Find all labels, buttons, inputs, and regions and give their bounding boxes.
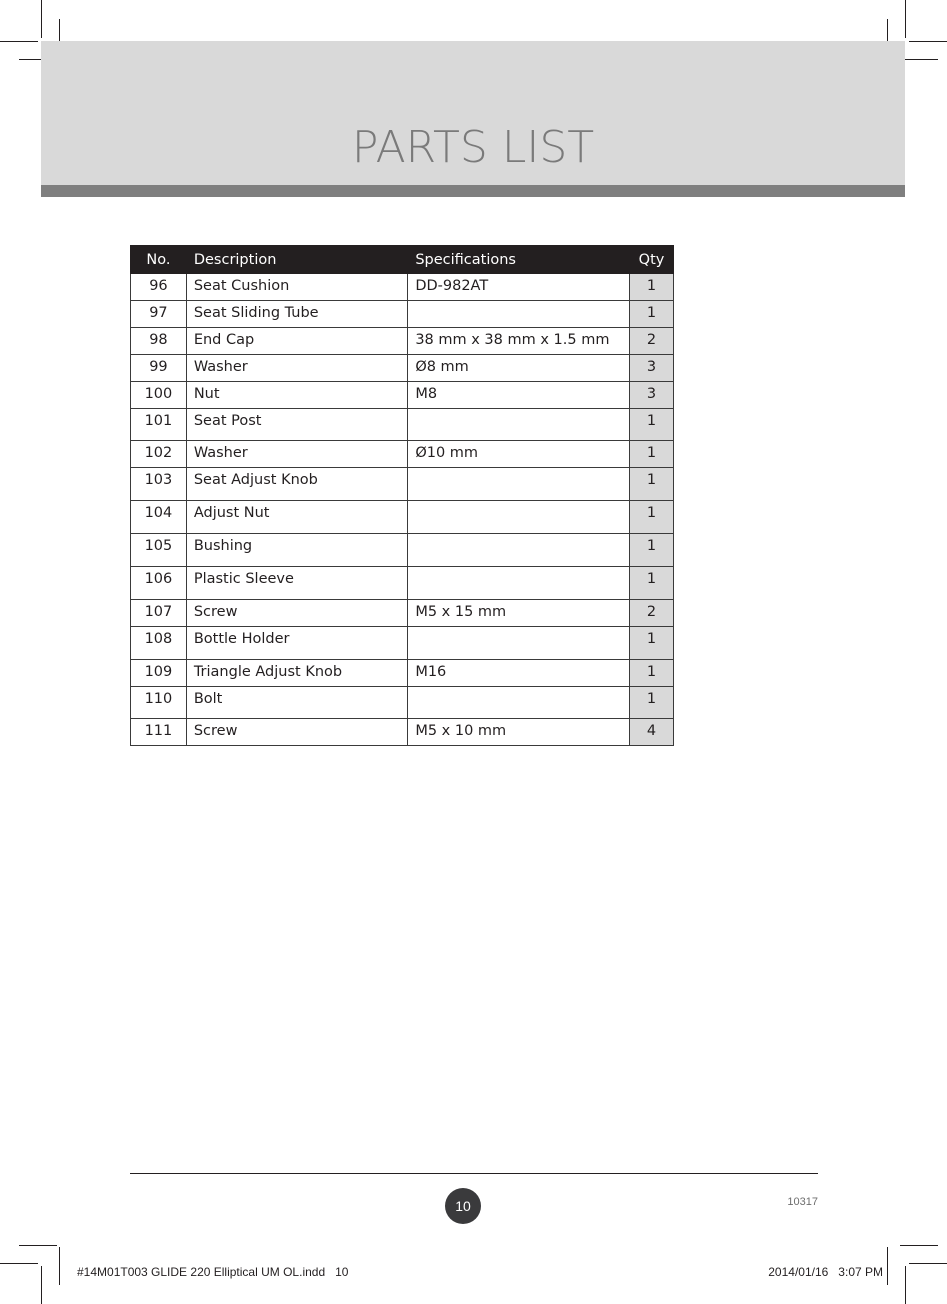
cell-no: 103 bbox=[131, 468, 187, 501]
cell-qty: 1 bbox=[630, 687, 674, 719]
cell-qty: 1 bbox=[630, 468, 674, 501]
document-code: 10317 bbox=[787, 1196, 818, 1208]
header-description: Description bbox=[186, 246, 407, 274]
cell-no: 98 bbox=[131, 328, 187, 355]
table-row bbox=[131, 468, 674, 501]
cell-no: 109 bbox=[131, 660, 187, 687]
cell-no: 96 bbox=[131, 274, 187, 301]
cell-qty: 1 bbox=[630, 441, 674, 468]
cell-specification bbox=[408, 534, 630, 567]
page-number-badge: 10 bbox=[445, 1188, 481, 1224]
cell-specification: DD-982AT bbox=[408, 274, 630, 301]
crop-mark bbox=[905, 1266, 906, 1304]
cell-no: 99 bbox=[131, 355, 187, 382]
cell-specification: Ø8 mm bbox=[408, 355, 630, 382]
cell-description: Bottle Holder bbox=[186, 627, 407, 660]
cell-description: Adjust Nut bbox=[186, 501, 407, 534]
cell-qty: 2 bbox=[630, 600, 674, 627]
header-specifications: Specifications bbox=[408, 246, 630, 274]
cell-specification: M5 x 10 mm bbox=[408, 719, 630, 746]
cell-description: Seat Adjust Knob bbox=[186, 468, 407, 501]
crop-mark bbox=[909, 1263, 947, 1264]
crop-mark bbox=[900, 59, 938, 60]
table-row bbox=[131, 719, 674, 746]
crop-mark bbox=[905, 0, 906, 38]
crop-mark bbox=[900, 1245, 938, 1246]
cell-specification bbox=[408, 501, 630, 534]
header-no: No. bbox=[131, 246, 187, 274]
crop-mark bbox=[0, 41, 38, 42]
table-row bbox=[131, 687, 674, 719]
cell-specification: 38 mm x 38 mm x 1.5 mm bbox=[408, 328, 630, 355]
table-row bbox=[131, 660, 674, 687]
cell-description: Bolt bbox=[186, 687, 407, 719]
cell-qty: 1 bbox=[630, 660, 674, 687]
cell-no: 97 bbox=[131, 301, 187, 328]
cell-no: 108 bbox=[131, 627, 187, 660]
cell-description: Seat Post bbox=[186, 409, 407, 441]
cell-description: Bushing bbox=[186, 534, 407, 567]
table-row bbox=[131, 328, 674, 355]
cell-qty: 1 bbox=[630, 501, 674, 534]
cell-qty: 1 bbox=[630, 274, 674, 301]
header-bar bbox=[41, 185, 905, 197]
table-row bbox=[131, 627, 674, 660]
cell-qty: 2 bbox=[630, 328, 674, 355]
table-row bbox=[131, 441, 674, 468]
cell-no: 111 bbox=[131, 719, 187, 746]
cell-description: Washer bbox=[186, 441, 407, 468]
page-title: PARTS LIST bbox=[351, 122, 595, 173]
table-row bbox=[131, 534, 674, 567]
cell-qty: 1 bbox=[630, 567, 674, 600]
table-header-row bbox=[131, 246, 674, 274]
cell-description: Seat Cushion bbox=[186, 274, 407, 301]
slug-date: 2014/01/16 3:07 PM bbox=[768, 1265, 883, 1279]
cell-description: Triangle Adjust Knob bbox=[186, 660, 407, 687]
table-row bbox=[131, 409, 674, 441]
crop-mark bbox=[887, 1247, 888, 1285]
cell-specification: M16 bbox=[408, 660, 630, 687]
cell-specification bbox=[408, 627, 630, 660]
cell-no: 102 bbox=[131, 441, 187, 468]
cell-specification: M8 bbox=[408, 382, 630, 409]
cell-description: Seat Sliding Tube bbox=[186, 301, 407, 328]
header-qty: Qty bbox=[630, 246, 674, 274]
cell-qty: 1 bbox=[630, 409, 674, 441]
table-row bbox=[131, 382, 674, 409]
cell-description: Nut bbox=[186, 382, 407, 409]
cell-specification bbox=[408, 468, 630, 501]
cell-description: End Cap bbox=[186, 328, 407, 355]
cell-no: 101 bbox=[131, 409, 187, 441]
cell-description: Washer bbox=[186, 355, 407, 382]
cell-no: 107 bbox=[131, 600, 187, 627]
cell-specification bbox=[408, 567, 630, 600]
cell-specification bbox=[408, 409, 630, 441]
parts-table-body bbox=[131, 274, 674, 746]
cell-no: 104 bbox=[131, 501, 187, 534]
crop-mark bbox=[0, 1263, 38, 1264]
table-row bbox=[131, 355, 674, 382]
cell-specification: Ø10 mm bbox=[408, 441, 630, 468]
table-row bbox=[131, 501, 674, 534]
cell-specification bbox=[408, 687, 630, 719]
cell-qty: 1 bbox=[630, 534, 674, 567]
slug-filename: #14M01T003 GLIDE 220 Elliptical UM OL.indd 10 bbox=[77, 1265, 349, 1279]
cell-qty: 1 bbox=[630, 301, 674, 328]
cell-description: Screw bbox=[186, 719, 407, 746]
cell-description: Screw bbox=[186, 600, 407, 627]
cell-no: 105 bbox=[131, 534, 187, 567]
parts-table bbox=[130, 245, 674, 746]
crop-mark bbox=[41, 1266, 42, 1304]
cell-qty: 3 bbox=[630, 382, 674, 409]
cell-description: Plastic Sleeve bbox=[186, 567, 407, 600]
cell-qty: 1 bbox=[630, 627, 674, 660]
cell-qty: 4 bbox=[630, 719, 674, 746]
table-row bbox=[131, 600, 674, 627]
cell-no: 106 bbox=[131, 567, 187, 600]
cell-qty: 3 bbox=[630, 355, 674, 382]
table-row bbox=[131, 274, 674, 301]
footer-rule bbox=[130, 1173, 818, 1174]
table-row bbox=[131, 567, 674, 600]
crop-mark bbox=[59, 1247, 60, 1285]
cell-no: 110 bbox=[131, 687, 187, 719]
crop-mark bbox=[41, 0, 42, 38]
cell-no: 100 bbox=[131, 382, 187, 409]
cell-specification bbox=[408, 301, 630, 328]
crop-mark bbox=[19, 1245, 57, 1246]
cell-specification: M5 x 15 mm bbox=[408, 600, 630, 627]
table-row bbox=[131, 301, 674, 328]
crop-mark bbox=[909, 41, 947, 42]
